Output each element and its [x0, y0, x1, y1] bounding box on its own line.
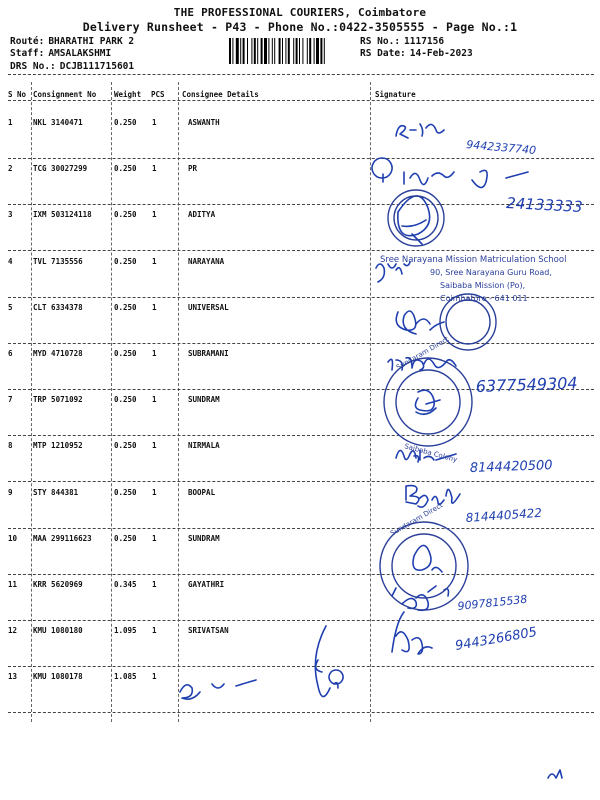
cell-sno: 5: [8, 302, 13, 312]
cell-consignee: SRIVATSAN: [188, 626, 229, 636]
row-separator: [8, 481, 594, 482]
cell-pcs: 1: [152, 441, 157, 451]
cell-sno: 10: [8, 533, 18, 543]
staff-value: AMSALAKSHMI: [48, 48, 112, 59]
cell-consignee: NIRMALA: [188, 441, 220, 451]
cell-consignment: KRR 5620969: [33, 580, 83, 589]
barcode-bar: [268, 38, 269, 64]
staff-label: Staff:: [10, 48, 45, 59]
barcode-bar: [274, 38, 275, 64]
cell-sno: 1: [8, 118, 13, 127]
cell-weight: 1.095: [114, 626, 137, 636]
barcode-bar: [254, 38, 256, 64]
cell-weight: 0.250: [114, 164, 137, 174]
row-separator: [8, 574, 594, 575]
cell-consignee: PR: [188, 164, 198, 174]
col-consignment: Consignment No: [33, 90, 97, 99]
row-separator: [8, 666, 594, 667]
cell-weight: 0.250: [114, 395, 137, 405]
cell-sno: 3: [8, 210, 13, 220]
route-line: [10, 36, 134, 47]
cell-weight: 0.250: [114, 210, 137, 220]
cell-consignment: KMU 1080178: [33, 672, 83, 682]
row-separator: [8, 620, 594, 621]
row-separator: [8, 389, 594, 390]
cell-weight: 0.250: [114, 118, 137, 127]
route-value: BHARATHI PARK 2: [48, 36, 135, 47]
row-separator: [8, 158, 594, 159]
barcode-bar: [302, 38, 303, 64]
barcode-bar: [309, 38, 311, 64]
row-separator: [8, 297, 594, 298]
barcode-bar: [251, 38, 252, 64]
cell-consignee: ADITYA: [188, 210, 216, 220]
cell-weight: 0.250: [114, 349, 137, 358]
barcode-bar: [282, 38, 283, 64]
cell-consignment: CLT 6334378: [33, 302, 83, 312]
company-title: THE PROFESSIONAL COURIERS, Coimbatore: [173, 6, 427, 19]
col-weight: Weight: [114, 90, 142, 99]
barcode-bar: [299, 38, 300, 64]
barcode-bar: [288, 38, 290, 64]
cell-consignee: SUBRAMANI: [188, 349, 229, 358]
cell-sno: 6: [8, 349, 13, 358]
cell-weight: 0.250: [114, 302, 137, 312]
cell-pcs: 1: [152, 210, 157, 220]
sundaram-stamp-text: Sundaram Direct: [389, 501, 445, 538]
handwritten-phone: 24133333: [505, 194, 583, 216]
cell-consignment: TVL 7135556: [33, 256, 83, 266]
row-separator: [8, 528, 594, 529]
cell-pcs: 1: [152, 672, 157, 682]
drs-label: DRS No.:: [10, 61, 56, 72]
cell-pcs: 1: [152, 349, 157, 358]
cell-sno: 11: [8, 580, 18, 589]
cell-pcs: 1: [152, 256, 157, 266]
cell-weight: 0.250: [114, 256, 137, 266]
route-label: Routé:: [10, 36, 45, 47]
school-stamp-address: 90, Sree Narayana Guru Road,: [430, 268, 552, 277]
cell-pcs: 1: [152, 487, 157, 497]
barcode-bar: [240, 38, 241, 64]
cell-consignment: IXM 503124118: [33, 210, 92, 220]
cell-weight: 1.085: [114, 672, 137, 682]
rs-no-value: 1117156: [404, 36, 445, 47]
handwritten-phone: 9442337740: [465, 138, 537, 158]
cell-sno: 7: [8, 395, 13, 405]
handwritten-phone: 8144405422: [465, 505, 543, 525]
sundaram-stamp-text: Saibaba Colony: [403, 442, 459, 465]
barcode-bar: [307, 38, 308, 64]
barcode-bar: [229, 38, 231, 64]
top-rule: [8, 74, 594, 75]
row-separator: [8, 204, 594, 205]
cell-consignee: ASWANTH: [188, 118, 220, 127]
cell-consignee: UNIVERSAL: [188, 302, 229, 312]
barcode-bar: [257, 38, 258, 64]
cell-pcs: 1: [152, 533, 157, 543]
rs-date-line: [360, 48, 473, 59]
cell-weight: 0.250: [114, 533, 137, 543]
handwritten-phone: 6377549304: [475, 373, 578, 396]
barcode-bar: [264, 38, 267, 64]
cell-sno: 13: [8, 672, 18, 682]
cell-pcs: 1: [152, 580, 157, 589]
barcode-bar: [243, 38, 245, 64]
cell-consignment: TCG 30027299: [33, 164, 88, 174]
cell-pcs: 1: [152, 118, 157, 127]
cell-consignment: MYD 4710728: [33, 349, 83, 358]
cell-weight: 0.250: [114, 441, 137, 451]
staff-line: [10, 48, 111, 59]
cell-consignment: TRP 5071092: [33, 395, 83, 405]
cell-pcs: 1: [152, 626, 157, 636]
cell-sno: 8: [8, 441, 13, 451]
cell-sno: 2: [8, 164, 13, 174]
cell-sno: 12: [8, 626, 18, 636]
drs-line: [10, 61, 134, 72]
handwritten-phone: 9443266805: [454, 624, 539, 654]
cell-pcs: 1: [152, 164, 157, 174]
barcode-bar: [324, 38, 325, 64]
col-signature: Signature: [375, 90, 416, 99]
row-separator: [8, 343, 594, 344]
rs-no-label: RS No.:: [360, 36, 401, 47]
cell-consignee: SUNDRAM: [188, 533, 220, 543]
row-separator: [8, 250, 594, 251]
barcode-bar: [279, 38, 281, 64]
cell-consignment: MAA 299116623: [33, 533, 92, 543]
school-stamp-name: Sree Narayana Mission Matriculation School: [380, 255, 567, 265]
runsheet-title: Delivery Runsheet - P43 - Phone No.:0422-3505555 - Page No.:1: [82, 20, 518, 34]
cell-consignee: SUNDRAM: [188, 395, 220, 405]
barcode-bar: [272, 38, 273, 64]
col-pcs: PCS: [151, 90, 165, 99]
barcode-bar: [320, 38, 322, 64]
barcode-bar: [236, 38, 239, 64]
cell-consignment: NKL 3140471: [33, 118, 83, 127]
barcode-bar: [247, 38, 248, 64]
row-separator: [8, 435, 594, 436]
row-separator: [8, 712, 594, 713]
col-sno: S No: [8, 90, 27, 99]
school-stamp-address: Coimbatore - 641 011: [440, 294, 528, 303]
barcode-bar: [261, 38, 263, 64]
col-consignee: Consignee Details: [182, 90, 259, 99]
cell-weight: 0.250: [114, 487, 137, 497]
cell-sno: 9: [8, 487, 13, 497]
barcode-bar: [314, 38, 315, 64]
cell-consignee: BOOPAL: [188, 487, 216, 497]
cell-pcs: 1: [152, 302, 157, 312]
cell-consignment: KMU 1080180: [33, 626, 83, 636]
header-rule: [8, 100, 594, 101]
school-stamp-address: Saibaba Mission (Po),: [440, 281, 526, 290]
barcode-bar: [293, 38, 294, 64]
signature-scribble: [548, 770, 562, 778]
cell-weight: 0.345: [114, 580, 137, 589]
cell-sno: 4: [8, 256, 13, 266]
barcode-bar: [232, 38, 233, 64]
cell-consignment: MTP 1210952: [33, 441, 83, 451]
barcode-bar: [316, 38, 319, 64]
rs-date-label: RS Date:: [360, 48, 406, 59]
drs-value: DCJB111715601: [59, 61, 135, 72]
cell-consignment: STY 844381: [33, 487, 79, 497]
cell-consignee: GAYATHRI: [188, 580, 225, 589]
sundaram-stamp-text: Sundaram Direct: [395, 335, 451, 372]
cell-pcs: 1: [152, 395, 157, 405]
handwritten-phone: 8144420500: [469, 458, 553, 476]
rs-date-value: 14-Feb-2023: [409, 48, 473, 59]
rs-no-line: [360, 36, 444, 47]
barcode: [229, 38, 353, 64]
barcode-bar: [285, 38, 286, 64]
cell-consignee: NARAYANA: [188, 256, 225, 266]
barcode-bar: [296, 38, 298, 64]
handwritten-phone: 9097815538: [456, 592, 528, 613]
